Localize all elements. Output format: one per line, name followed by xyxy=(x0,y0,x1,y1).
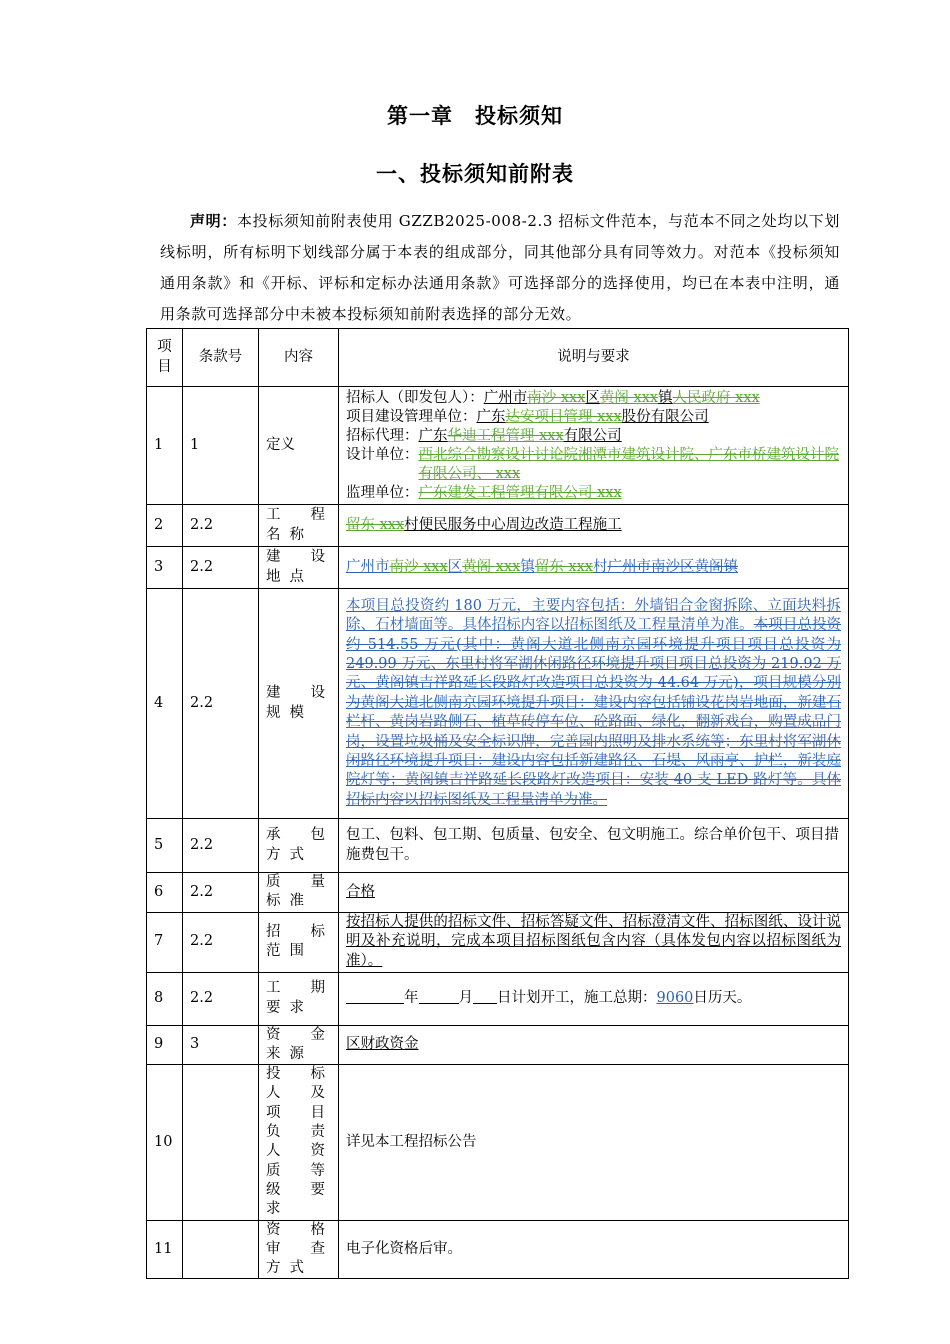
declaration-label: 声明： xyxy=(190,212,237,230)
row-number: 2 xyxy=(147,505,183,547)
row-description: 本项目总投资约 180 万元，主要内容包括：外墙铝合金窗拆除、立面块料拆除、石材墙面等。具体招标内容以招标图纸及工程量清单为准。本项目总投资约 514.55 万元(其中：黄阁大道北侧南京园环境提升项目项目总投资为 249.99 万元、东里村将军湖休闲路径环境提升项目项目总投资为 219.92 万元、黄阁镇吉祥路延长段路灯改造项目总投资为 44.64 万元)，项目规模分别为黄阁大道北侧南京园环境提升项目：建设内容包括铺设花岗岩地面，新建石栏杆、黄岗岩路侧石、植草砖停车位、砼路面、绿化，翻新戏台，购置成品门岗，设置垃圾桶及安全标识牌，完善园内照明及排水系统等；东里村将军湖休闲路径环境提升项目：建设内容包括新建路径、石堤、风雨亭、护栏，新装庭院灯等；黄阁镇吉祥路延长段路灯改造项目：安装 40 支 LED 路灯等。具体招标内容以招标图纸及工程量清单为准。 xyxy=(339,589,849,819)
day-blank xyxy=(473,988,497,1004)
month-blank xyxy=(419,988,459,1004)
row-number: 10 xyxy=(147,1065,183,1220)
row-clause: 2.2 xyxy=(183,972,259,1025)
row-clause: 2.2 xyxy=(183,505,259,547)
row-description: 包工、包料、包工期、包质量、包安全、包文明施工。综合单价包干、项目措施费包干。 xyxy=(339,819,849,873)
table-row xyxy=(147,547,849,589)
row-description: 区财政资金 xyxy=(339,1025,849,1065)
row-number: 1 xyxy=(147,387,183,505)
row-number: 5 xyxy=(147,819,183,873)
row-content: 工期要求 xyxy=(259,972,339,1025)
header-item: 项目 xyxy=(147,329,183,387)
chapter-title: 第一章 投标须知 xyxy=(387,103,563,128)
table-row xyxy=(147,873,849,913)
row-description: 按招标人提供的招标文件、招标答疑文件、招标澄清文件、招标图纸、设计说明及补充说明，完成本项目招标图纸包含内容（具体发包内容以招标图纸为准）。 xyxy=(339,912,849,972)
bid-instruction-table xyxy=(146,328,849,1279)
row-clause xyxy=(183,1220,259,1279)
row-description: 广州市南沙 xxx区黄阁 xxx镇留东 xxx村广州市南沙区黄阁镇 xyxy=(339,547,849,589)
table-row xyxy=(147,1065,849,1220)
row-number: 9 xyxy=(147,1025,183,1065)
row-content: 质量标准 xyxy=(259,873,339,913)
declaration-paragraph xyxy=(160,206,840,330)
row-description: 详见本工程招标公告 xyxy=(339,1065,849,1220)
table-row xyxy=(147,387,849,505)
row-content: 建设地点 xyxy=(259,547,339,589)
row-content: 定义 xyxy=(259,387,339,505)
row-content: 招标范围 xyxy=(259,912,339,972)
header-content: 内容 xyxy=(259,329,339,387)
row-content: 建设规模 xyxy=(259,589,339,819)
row-description: 电子化资格后审。 xyxy=(339,1220,849,1279)
row-clause: 3 xyxy=(183,1025,259,1065)
row-clause: 1 xyxy=(183,387,259,505)
row-clause: 2.2 xyxy=(183,547,259,589)
row-description: 合格 xyxy=(339,873,849,913)
row-number: 7 xyxy=(147,912,183,972)
row-number: 8 xyxy=(147,972,183,1025)
table-row xyxy=(147,1025,849,1065)
table-row xyxy=(147,505,849,547)
row-description: 招标人（即发包人）：广州市南沙 xxx区黄阁 xxx镇人民政府 xxx 项目建设管理单位：广东达安项目管理 xxx股份有限公司 招标代理：广东华迪工程管理 xxx有限公司 设计单位： 西北综合勘察设计讨论院湘潭市建筑设计院、广东市桥建筑设计院有限公司、 xxx 监理单位：广东建发工程管理有限公司 xxx xyxy=(339,387,849,505)
row-clause: 2.2 xyxy=(183,873,259,913)
header-clause: 条款号 xyxy=(183,329,259,387)
row-number: 4 xyxy=(147,589,183,819)
row-clause: 2.2 xyxy=(183,589,259,819)
row-content: 资金来源 xyxy=(259,1025,339,1065)
declaration-text: 本投标须知前附表使用 GZZB2025-008-2.3 招标文件范本，与范本不同之处均以下划线标明，所有标明下划线部分属于本表的组成部分，同其他部分具有同等效力。对范本《投标须知通用条款》和《开标、评标和定标办法通用条款》可选择部分的选择使用，均已在本表中注明，通用条款可选择部分中未被本投标须知前附表选择的部分无效。 xyxy=(160,212,840,323)
row-description: 留东 xxx村便民服务中心周边改造工程施工 xyxy=(339,505,849,547)
table-row xyxy=(147,912,849,972)
row-number: 11 xyxy=(147,1220,183,1279)
table-row xyxy=(147,1220,849,1279)
row-content: 工程名称 xyxy=(259,505,339,547)
table-row xyxy=(147,589,849,819)
row-number: 6 xyxy=(147,873,183,913)
row-content: 资格审查方式 xyxy=(259,1220,339,1279)
row-number: 3 xyxy=(147,547,183,589)
table-row xyxy=(147,972,849,1025)
table-row xyxy=(147,819,849,873)
row-content: 投标人及项目负责人资质等级要求 xyxy=(259,1065,339,1220)
row-description: 年 月 日计划开工，施工总期：9060日历天。 xyxy=(339,972,849,1025)
row-clause: 2.2 xyxy=(183,912,259,972)
row-clause xyxy=(183,1065,259,1220)
row-clause: 2.2 xyxy=(183,819,259,873)
table-header-row xyxy=(147,329,849,387)
header-description: 说明与要求 xyxy=(339,329,849,387)
section-title: 一、投标须知前附表 xyxy=(376,161,574,186)
year-blank xyxy=(346,988,404,1004)
row-content: 承包方式 xyxy=(259,819,339,873)
